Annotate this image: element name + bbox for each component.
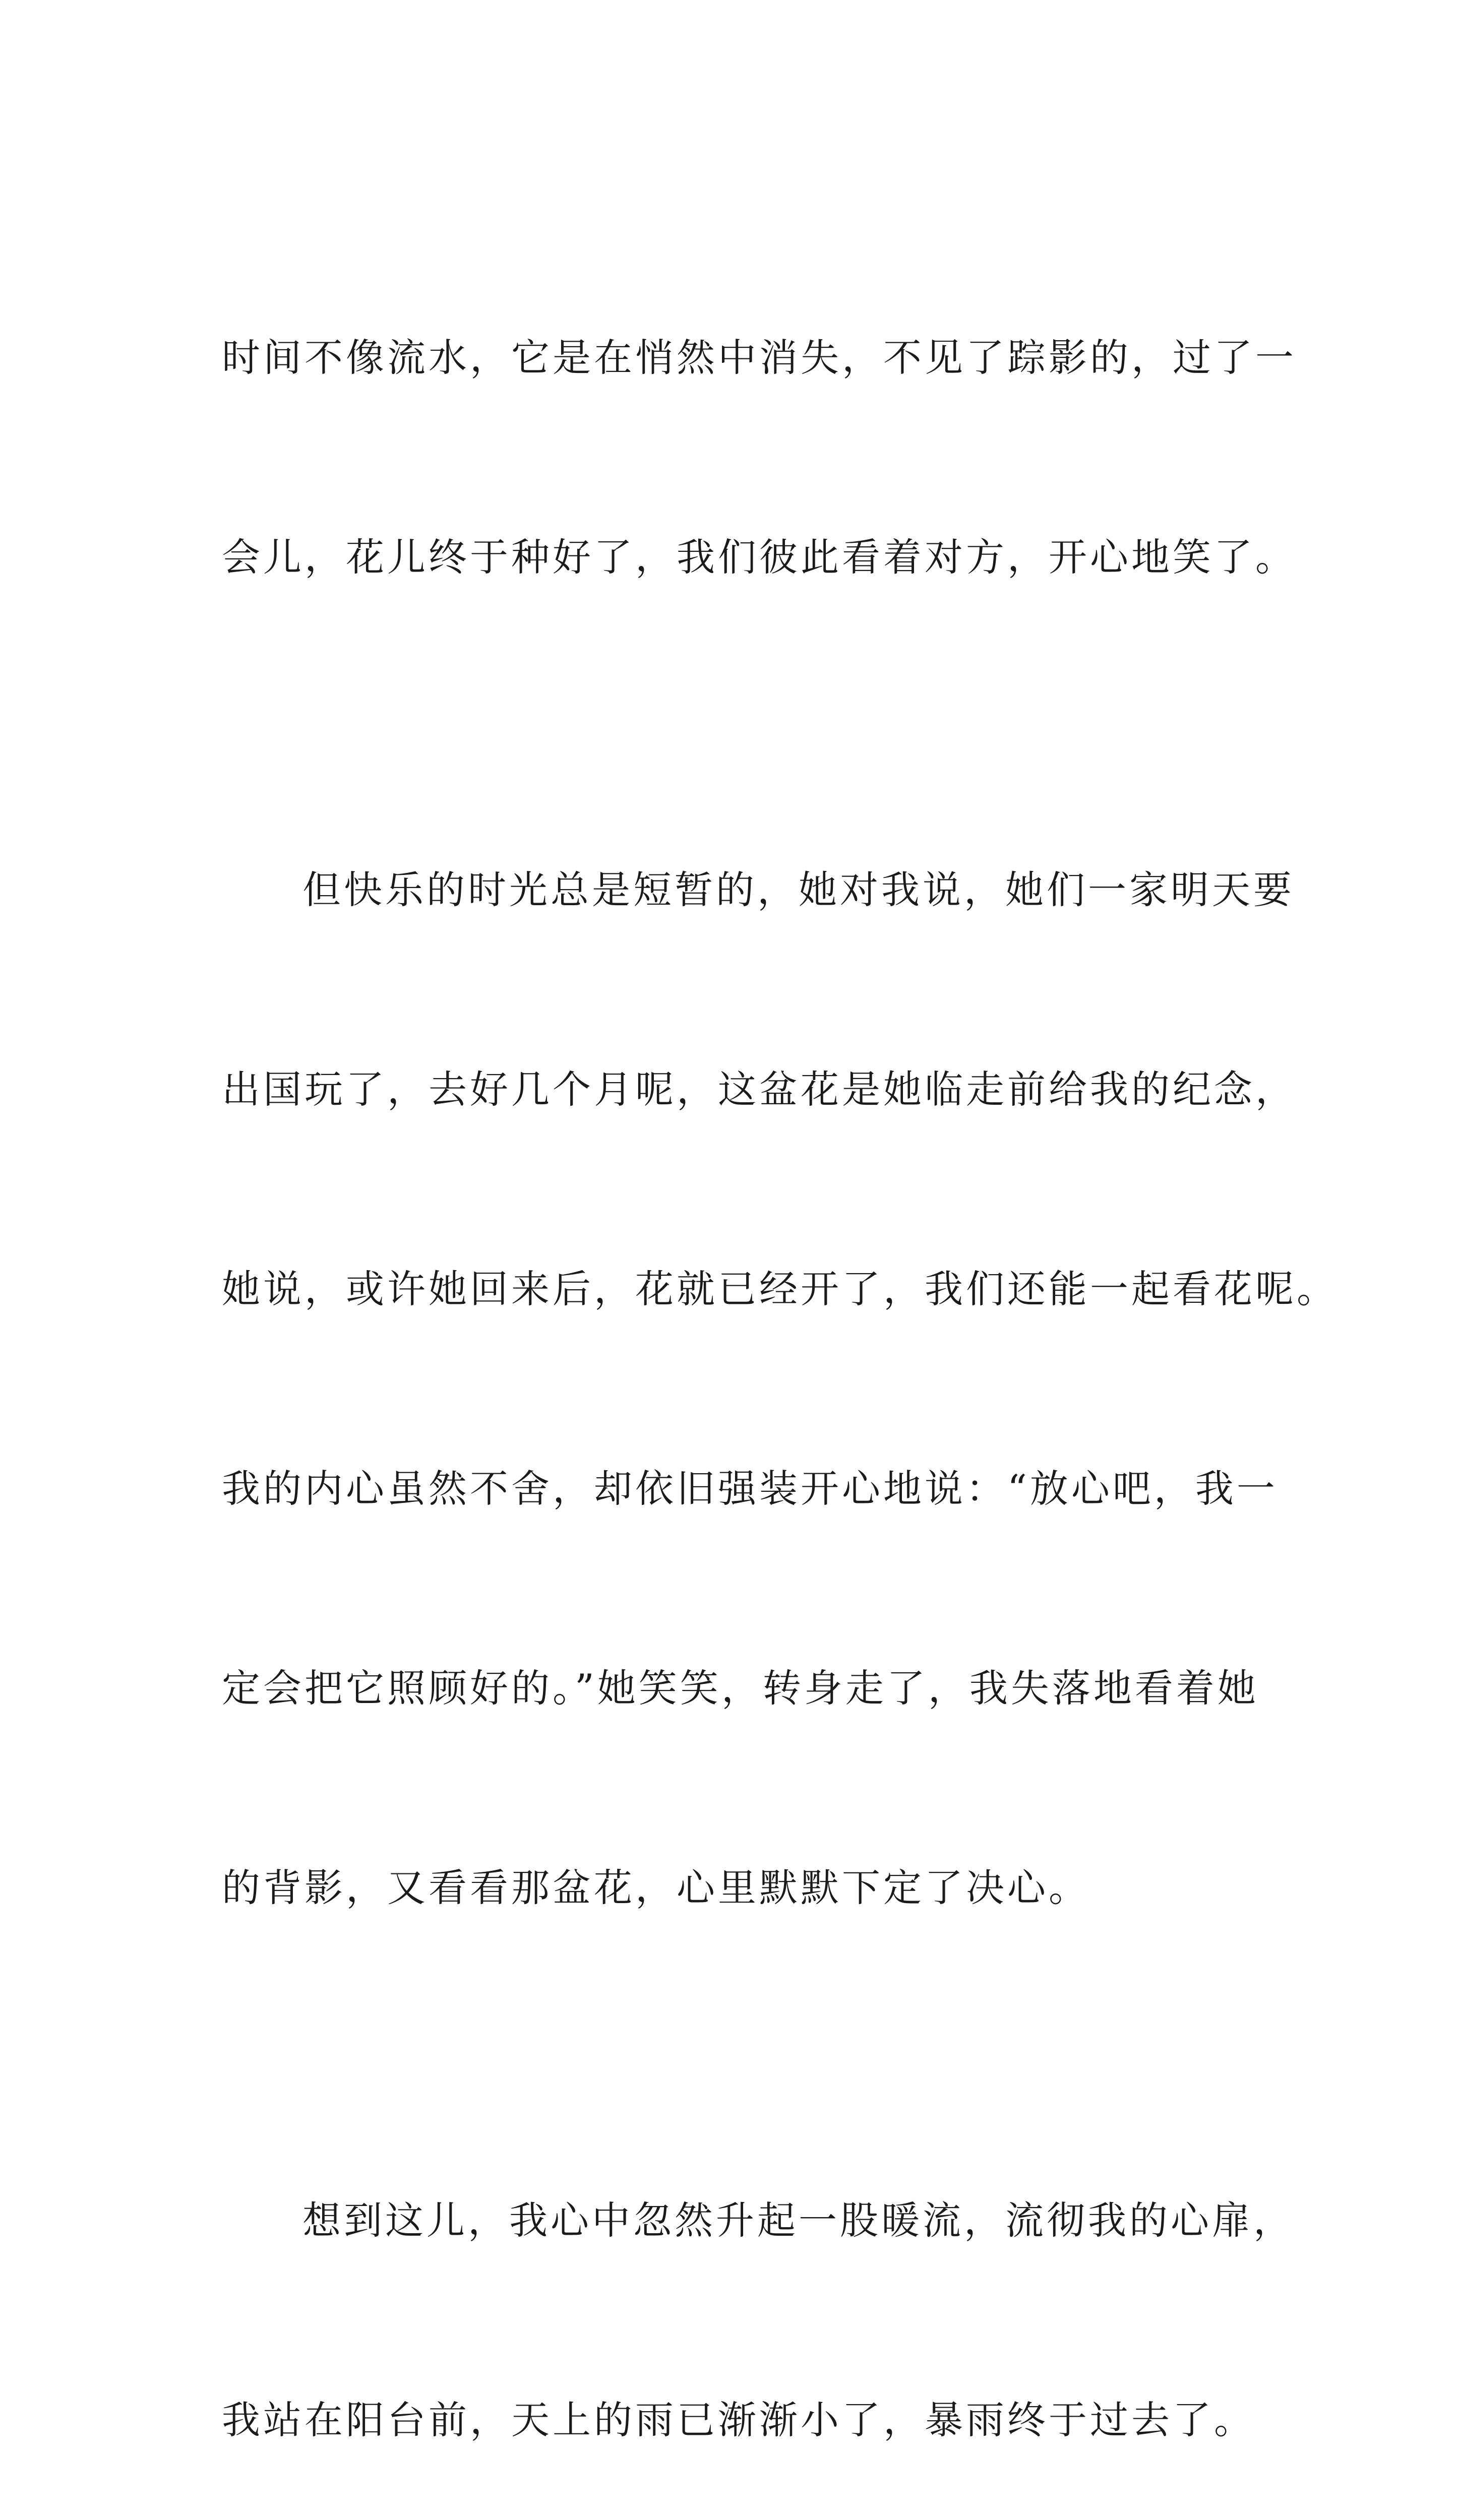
paragraph-3 bbox=[222, 2054, 1295, 2520]
paragraph-2 bbox=[222, 724, 1338, 2054]
text-line: 我的内心虽然不舍，却依旧强装开心地说：“放心吧，我一 bbox=[222, 1466, 1278, 1511]
text-line: 但快乐的时光总是短暂的，她对我说，她们一家明天要 bbox=[302, 867, 1295, 912]
text-line: 的背影，又看看那盆花，心里默默下定了决心。 bbox=[222, 1865, 1090, 1910]
text-line: 出国玩了，去好几个月呢，这盆花是她临走前给我的纪念， bbox=[222, 1067, 1297, 1112]
text-line: 会儿，花儿终于种好了，我们彼此看着对方，开心地笑了。 bbox=[222, 535, 1297, 580]
text-line: 想到这儿，我心中忽然升起一股暖流，流彻我的心扉， bbox=[302, 2198, 1295, 2243]
text-line: 时间不像流水，它是在悄然中消失，不见了踪影的，过了一 bbox=[222, 335, 1297, 380]
text-line: 我站在阳台前，天上的雨已渐渐小了，暴雨终于过去了。 bbox=[222, 2398, 1255, 2442]
document-body bbox=[222, 192, 1338, 2520]
text-line: 定会把它照顾好的。”她笑笑，转身走了，我失落地看着她 bbox=[222, 1666, 1259, 1711]
paragraph-1 bbox=[222, 192, 1297, 724]
text-line: 她说，或许她回来后，花就已经开了，我们还能一起看花呢。 bbox=[222, 1267, 1338, 1311]
